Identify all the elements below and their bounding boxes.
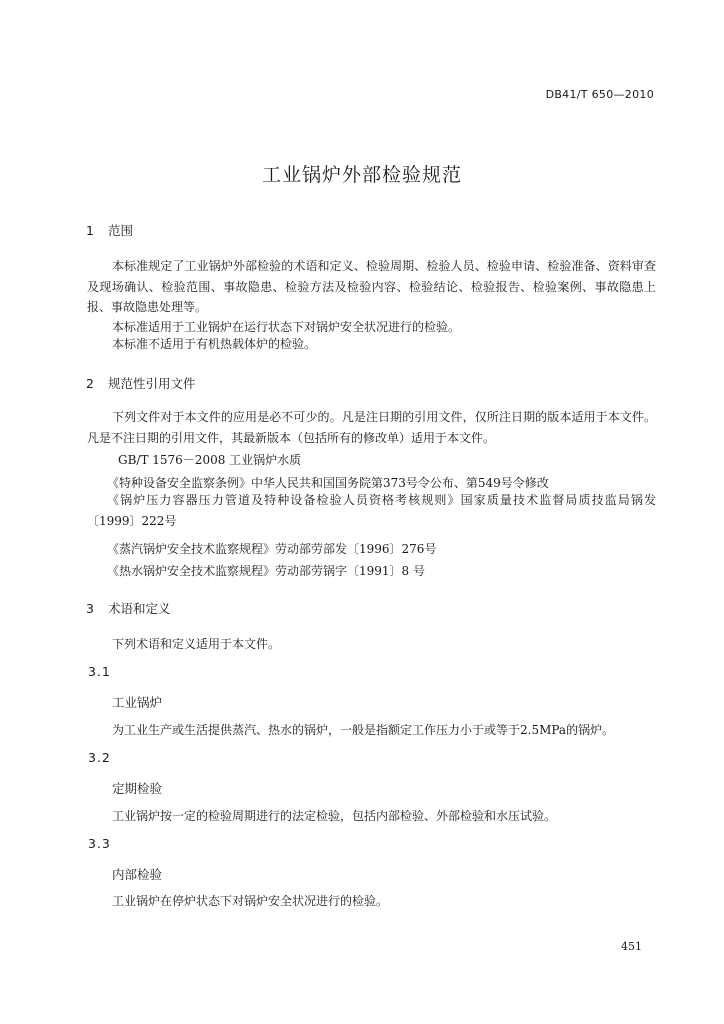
- document-code: DB41/T 650—2010: [545, 88, 654, 101]
- section-1-paragraph-1: 本标准规定了工业锅炉外部检验的术语和定义、检验周期、检验人员、检验申请、检验准备、资料审查及现场确认、检验范围、事故隐患、检验方法及检验内容、检验结论、检验报告、检验案例、事故隐患上报、事故隐患处理等。: [87, 259, 656, 314]
- section-1-paragraph-3: 本标准不适用于有机热载体炉的检验。: [112, 337, 317, 351]
- section-3-heading: [86, 599, 171, 617]
- section-title: 术语和定义: [108, 601, 171, 616]
- reference-item: 《热水锅炉安全技术监察规程》劳动部劳锅字〔1991〕8 号: [107, 564, 425, 578]
- page-title: 工业锅炉外部检验规范: [261, 164, 462, 186]
- section-1-heading: [86, 221, 133, 239]
- section-title: 范围: [108, 223, 134, 238]
- clause-number: 3.1: [88, 664, 111, 679]
- clause-number: 3.3: [88, 836, 111, 851]
- reference-item: 《特种设备安全监察条例》中华人民共和国国务院第373号令公布、第549号令修改: [107, 476, 549, 490]
- section-number: 3: [86, 601, 94, 616]
- section-title: 规范性引用文件: [108, 376, 196, 391]
- section-1-paragraph-2: 本标准适用于工业锅炉在运行状态下对锅炉安全状况进行的检验。: [112, 320, 461, 334]
- section-2-heading: [86, 374, 196, 392]
- section-number: 1: [86, 223, 94, 238]
- reference-item: GB/T 1576－2008 工业锅炉水质: [118, 453, 302, 467]
- section-2-paragraph-1: 下列文件对于本文件的应用是必不可少的。凡是注日期的引用文件，仅所注日期的版本适用于本文件。凡是不注日期的引用文件，其最新版本（包括所有的修改单）适用于本文件。: [87, 410, 656, 445]
- reference-item: 《锅炉压力容器压力管道及特种设备检验人员资格考核规则》国家质量技术监督局质技监局锅发〔1999〕222号: [87, 493, 656, 528]
- term-title: 定期检验: [112, 781, 163, 796]
- term-definition: 为工业生产或生活提供蒸汽、热水的锅炉，一般是指额定工作压力小于或等于2.5MPa的锅炉。: [112, 723, 615, 737]
- term-definition: 工业锅炉按一定的检验周期进行的法定检验，包括内部检验、外部检验和水压试验。: [112, 809, 557, 823]
- reference-item: 《蒸汽锅炉安全技术监察规程》劳动部劳部发〔1996〕276号: [107, 542, 437, 556]
- clause-number: 3.2: [88, 750, 111, 765]
- section-3-intro: 下列术语和定义适用于本文件。: [112, 637, 281, 651]
- section-number: 2: [86, 376, 94, 391]
- term-title: 内部检验: [112, 867, 163, 882]
- term-title: 工业锅炉: [112, 695, 163, 710]
- page-number: 451: [621, 940, 642, 953]
- term-definition: 工业锅炉在停炉状态下对锅炉安全状况进行的检验。: [112, 894, 389, 908]
